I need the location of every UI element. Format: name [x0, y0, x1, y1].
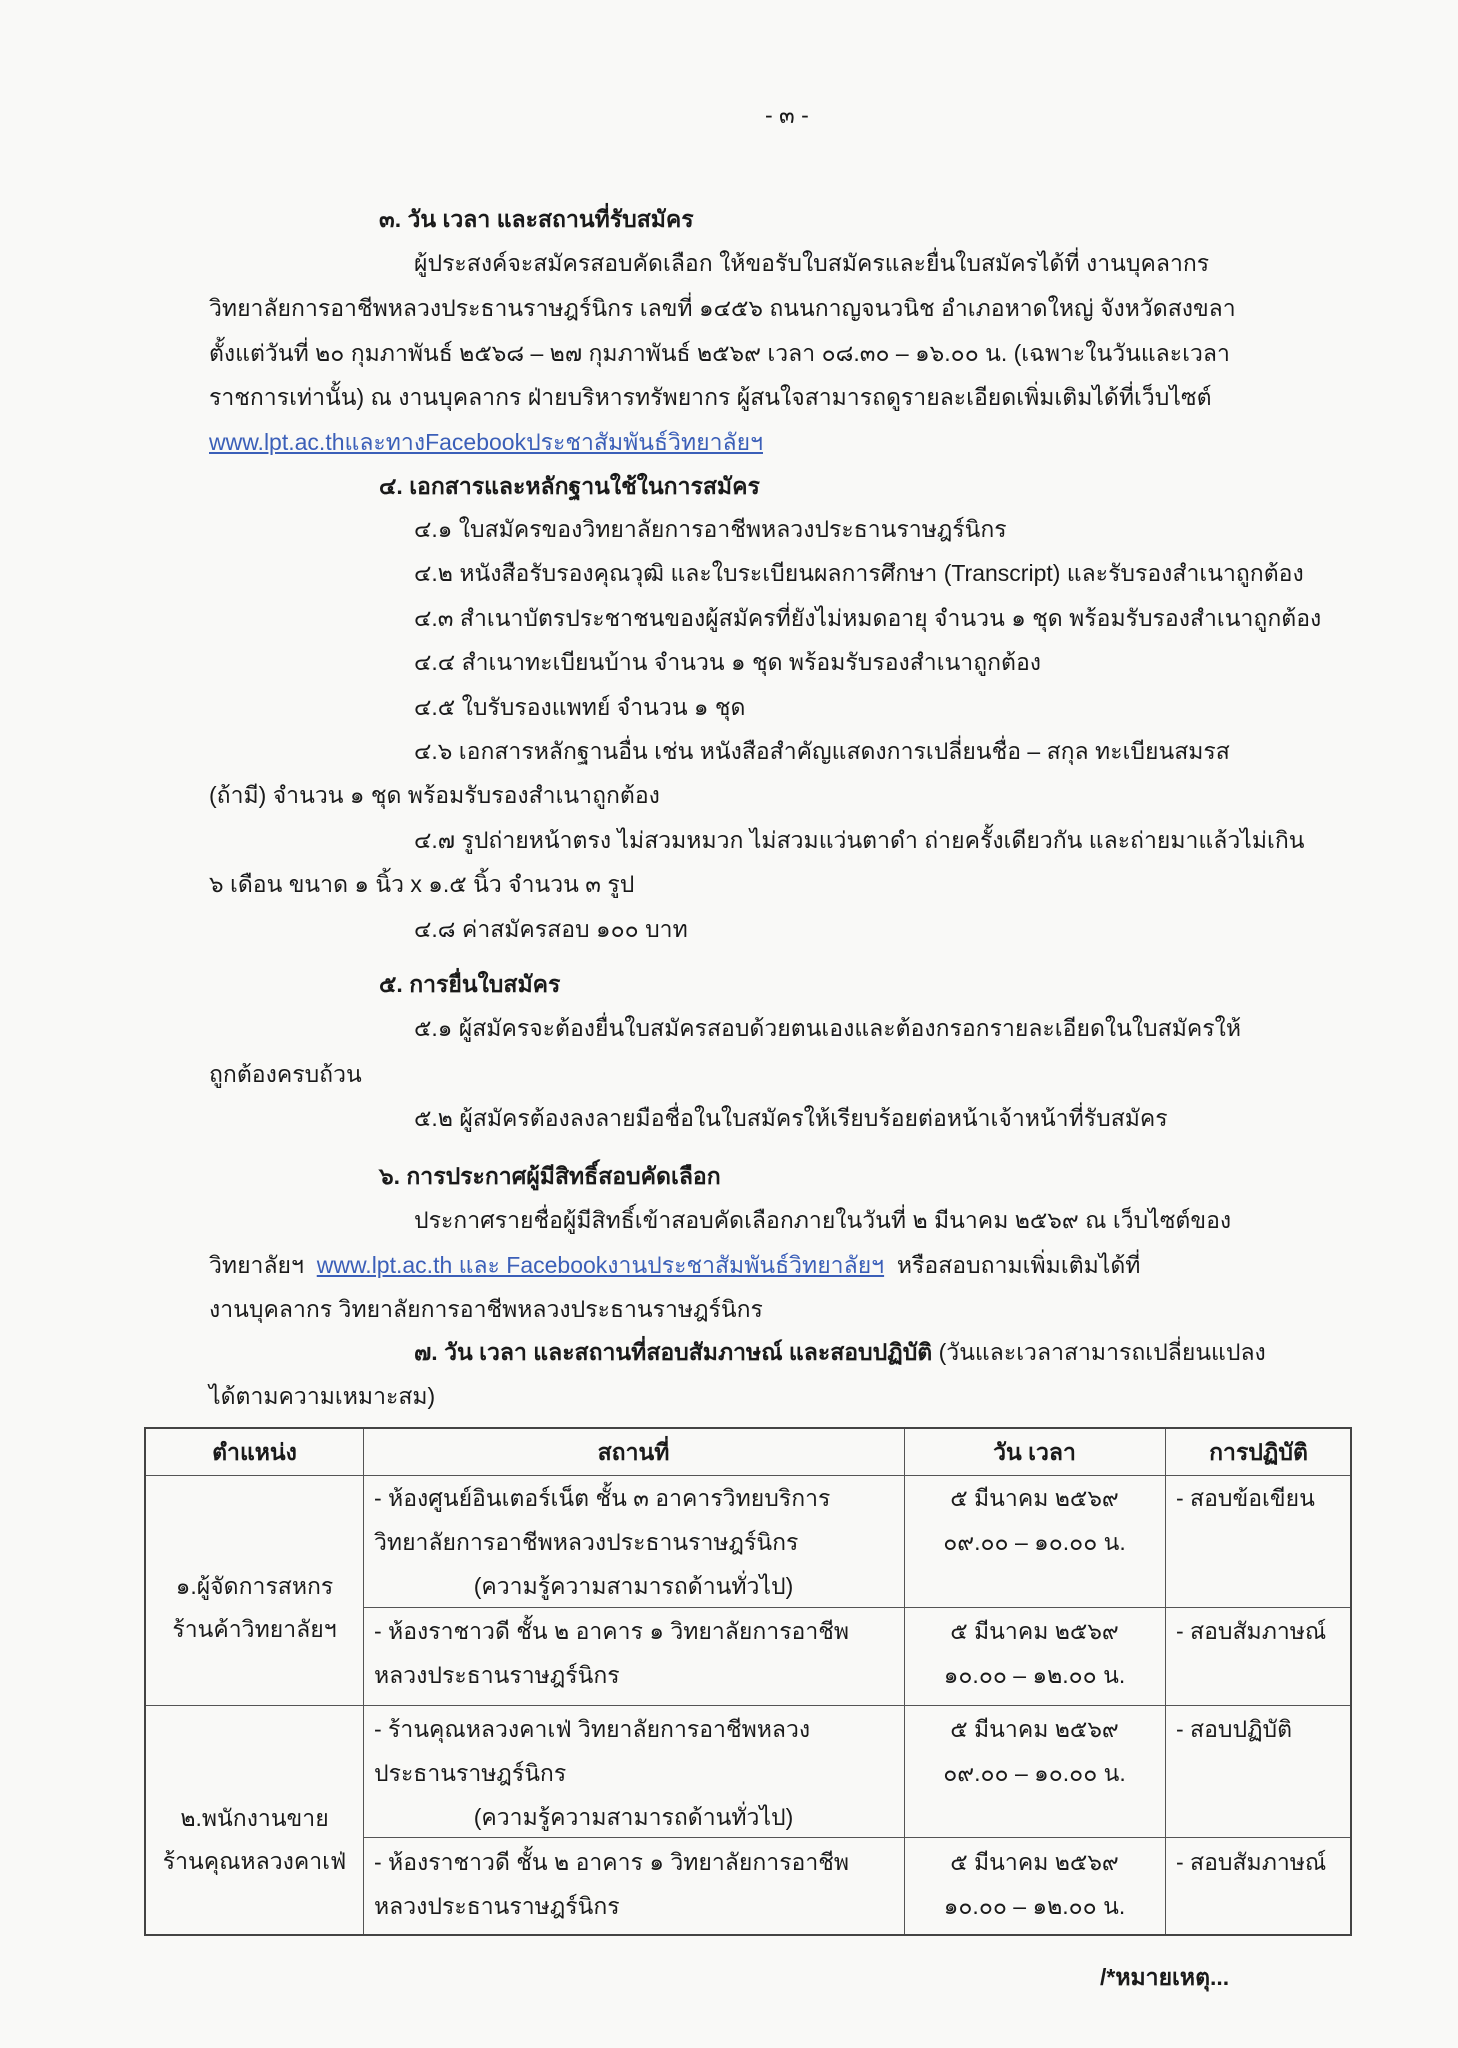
time-cell: ๑๐.๐๐ – ๑๒.๐๐ น.: [943, 1893, 1126, 1919]
position-cell: ๒.พนักงานขาย: [180, 1805, 329, 1831]
section-6-line: งานบุคลากร วิทยาลัยการอาชีพหลวงประธานราษฎร์นิกร: [209, 1296, 763, 1322]
position-cell: ร้านคุณหลวงคาเฟ่: [162, 1848, 347, 1874]
section-3-line: วิทยาลัยการอาชีพหลวงประธานราษฎร์นิกร เลขที่ ๑๔๕๖ ถนนกาญจนวนิช อำเภอหาดใหญ่ จังหวัดสงขลา: [209, 295, 1236, 321]
header-place: สถานที่: [597, 1439, 670, 1465]
footer-note: /*หมายเหตุ...: [1100, 1964, 1230, 1990]
section-5-heading: ๕. การยื่นใบสมัคร: [379, 971, 561, 997]
document-item: ๔.๔ สำเนาทะเบียนบ้าน จำนวน ๑ ชุด พร้อมรับรองสำเนาถูกต้อง: [414, 649, 1042, 675]
section-3-line: ราชการเท่านั้น) ณ งานบุคลากร ฝ่ายบริหารทรัพยากร ผู้สนใจสามารถดูรายละเอียดเพิ่มเติมได้ที่เว็บไซต์: [209, 384, 1212, 410]
document-item: ๔.๕ ใบรับรองแพทย์ จำนวน ๑ ชุด: [414, 694, 746, 720]
section-3-line: ผู้ประสงค์จะสมัครสอบคัดเลือก ให้ขอรับใบสมัครและยื่นใบสมัครได้ที่ งานบุคลากร: [414, 250, 1210, 276]
section-6-line: [209, 1250, 1140, 1280]
section-6-prefix: วิทยาลัยฯ: [209, 1252, 304, 1278]
schedule-table: [144, 1427, 1352, 1936]
date-cell: ๕ มีนาคม ๒๕๖๙: [950, 1618, 1119, 1644]
section-5-line: ถูกต้องครบถ้วน: [209, 1061, 362, 1087]
section-3-line: ตั้งแต่วันที่ ๒๐ กุมภาพันธ์ ๒๕๖๘ – ๒๗ กุมภาพันธ์ ๒๕๖๙ เวลา ๐๘.๓๐ – ๑๖.๐๐ น. (เฉพาะในวันและเวลา: [209, 340, 1230, 366]
section-4-heading: ๔. เอกสารและหลักฐานใช้ในการสมัคร: [379, 473, 760, 499]
date-cell: ๕ มีนาคม ๒๕๖๙: [950, 1485, 1119, 1511]
time-cell: ๐๙.๐๐ – ๑๐.๐๐ น.: [943, 1529, 1126, 1555]
document-item: ๔.๑ ใบสมัครของวิทยาลัยการอาชีพหลวงประธานราษฎร์นิกร: [414, 516, 1007, 542]
section-7-heading-line: [414, 1337, 1266, 1367]
document-item: ๔.๒ หนังสือรับรองคุณวุฒิ และใบระเบียนผลการศึกษา (Transcript) และรับรองสำเนาถูกต้อง: [414, 560, 1304, 586]
place-cell: หลวงประธานราษฎร์นิกร: [374, 1893, 620, 1919]
document-item: ๔.๓ สำเนาบัตรประชาชนของผู้สมัครที่ยังไม่หมดอายุ จำนวน ๑ ชุด พร้อมรับรองสำเนาถูกต้อง: [414, 605, 1322, 631]
document-item: ๔.๗ รูปถ่ายหน้าตรง ไม่สวมหมวก ไม่สวมแว่นตาดำ ถ่ายครั้งเดียวกัน และถ่ายมาแล้วไม่เกิน: [414, 827, 1305, 853]
header-action: การปฏิบัติ: [1209, 1439, 1308, 1465]
section-6-line: ประกาศรายชื่อผู้มีสิทธิ์เข้าสอบคัดเลือกภายในวันที่ ๒ มีนาคม ๒๕๖๙ ณ เว็บไซต์ของ: [414, 1207, 1232, 1233]
website-link[interactable]: www.lpt.ac.thและทางFacebookประชาสัมพันธ์วิทยาลัยฯ: [209, 429, 763, 455]
action-cell: - สอบปฏิบัติ: [1176, 1716, 1293, 1742]
place-cell: (ความรู้ความสามารถด้านทั่วไป): [473, 1804, 794, 1830]
page-number: - ๓ -: [765, 102, 809, 128]
place-cell: - ห้องศูนย์อินเตอร์เน็ต ชั้น ๓ อาคารวิทยบริการ: [374, 1485, 831, 1511]
document-item: (ถ้ามี) จำนวน ๑ ชุด พร้อมรับรองสำเนาถูกต้อง: [209, 782, 660, 808]
place-cell: - ห้องราชาวดี ชั้น ๒ อาคาร ๑ วิทยาลัยการอาชีพ: [374, 1849, 850, 1875]
place-cell: วิทยาลัยการอาชีพหลวงประธานราษฎร์นิกร: [374, 1529, 799, 1555]
place-cell: (ความรู้ความสามารถด้านทั่วไป): [473, 1573, 794, 1599]
section-5-line: ๕.๑ ผู้สมัครจะต้องยื่นใบสมัครสอบด้วยตนเองและต้องกรอกรายละเอียดในใบสมัครให้: [414, 1015, 1241, 1041]
section-6-suffix: หรือสอบถามเพิ่มเติมได้ที่: [896, 1252, 1141, 1278]
document-item: ๔.๘ ค่าสมัครสอบ ๑๐๐ บาท: [414, 916, 688, 942]
place-cell: ประธานราษฎร์นิกร: [374, 1760, 567, 1786]
time-cell: ๐๙.๐๐ – ๑๐.๐๐ น.: [943, 1760, 1126, 1786]
section-7-note: (วันและเวลาสามารถเปลี่ยนแปลง: [938, 1339, 1266, 1365]
action-cell: - สอบข้อเขียน: [1176, 1485, 1315, 1511]
place-cell: - ร้านคุณหลวงคาเฟ่ วิทยาลัยการอาชีพหลวง: [374, 1716, 811, 1742]
position-cell: ร้านค้าวิทยาลัยฯ: [172, 1616, 337, 1642]
position-cell: ๑.ผู้จัดการสหกร: [175, 1573, 334, 1599]
date-cell: ๕ มีนาคม ๒๕๖๙: [950, 1716, 1119, 1742]
section-3-heading: ๓. วัน เวลา และสถานที่รับสมัคร: [379, 206, 694, 232]
header-position: ตำแหน่ง: [212, 1439, 297, 1465]
place-cell: หลวงประธานราษฎร์นิกร: [374, 1662, 620, 1688]
action-cell: - สอบสัมภาษณ์: [1176, 1849, 1327, 1875]
website-facebook-link[interactable]: www.lpt.ac.th และ Facebookงานประชาสัมพันธ์วิทยาลัยฯ: [316, 1252, 885, 1278]
date-cell: ๕ มีนาคม ๒๕๖๙: [950, 1849, 1119, 1875]
action-cell: - สอบสัมภาษณ์: [1176, 1618, 1327, 1644]
section-6-heading: ๖. การประกาศผู้มีสิทธิ์สอบคัดเลือก: [379, 1163, 721, 1189]
section-7-heading: ๗. วัน เวลา และสถานที่สอบสัมภาษณ์ และสอบปฏิบัติ: [414, 1339, 933, 1365]
document-item: ๔.๖ เอกสารหลักฐานอื่น เช่น หนังสือสำคัญแสดงการเปลี่ยนชื่อ – สกุล ทะเบียนสมรส: [414, 738, 1230, 764]
place-cell: - ห้องราชาวดี ชั้น ๒ อาคาร ๑ วิทยาลัยการอาชีพ: [374, 1618, 850, 1644]
time-cell: ๑๐.๐๐ – ๑๒.๐๐ น.: [943, 1662, 1126, 1688]
section-5-line: ๕.๒ ผู้สมัครต้องลงลายมือชื่อในใบสมัครให้เรียบร้อยต่อหน้าเจ้าหน้าที่รับสมัคร: [414, 1105, 1168, 1131]
section-7-note: ได้ตามความเหมาะสม): [209, 1383, 436, 1409]
document-item: ๖ เดือน ขนาด ๑ นิ้ว x ๑.๕ นิ้ว จำนวน ๓ รูป: [209, 871, 635, 897]
header-datetime: วัน เวลา: [993, 1439, 1076, 1465]
